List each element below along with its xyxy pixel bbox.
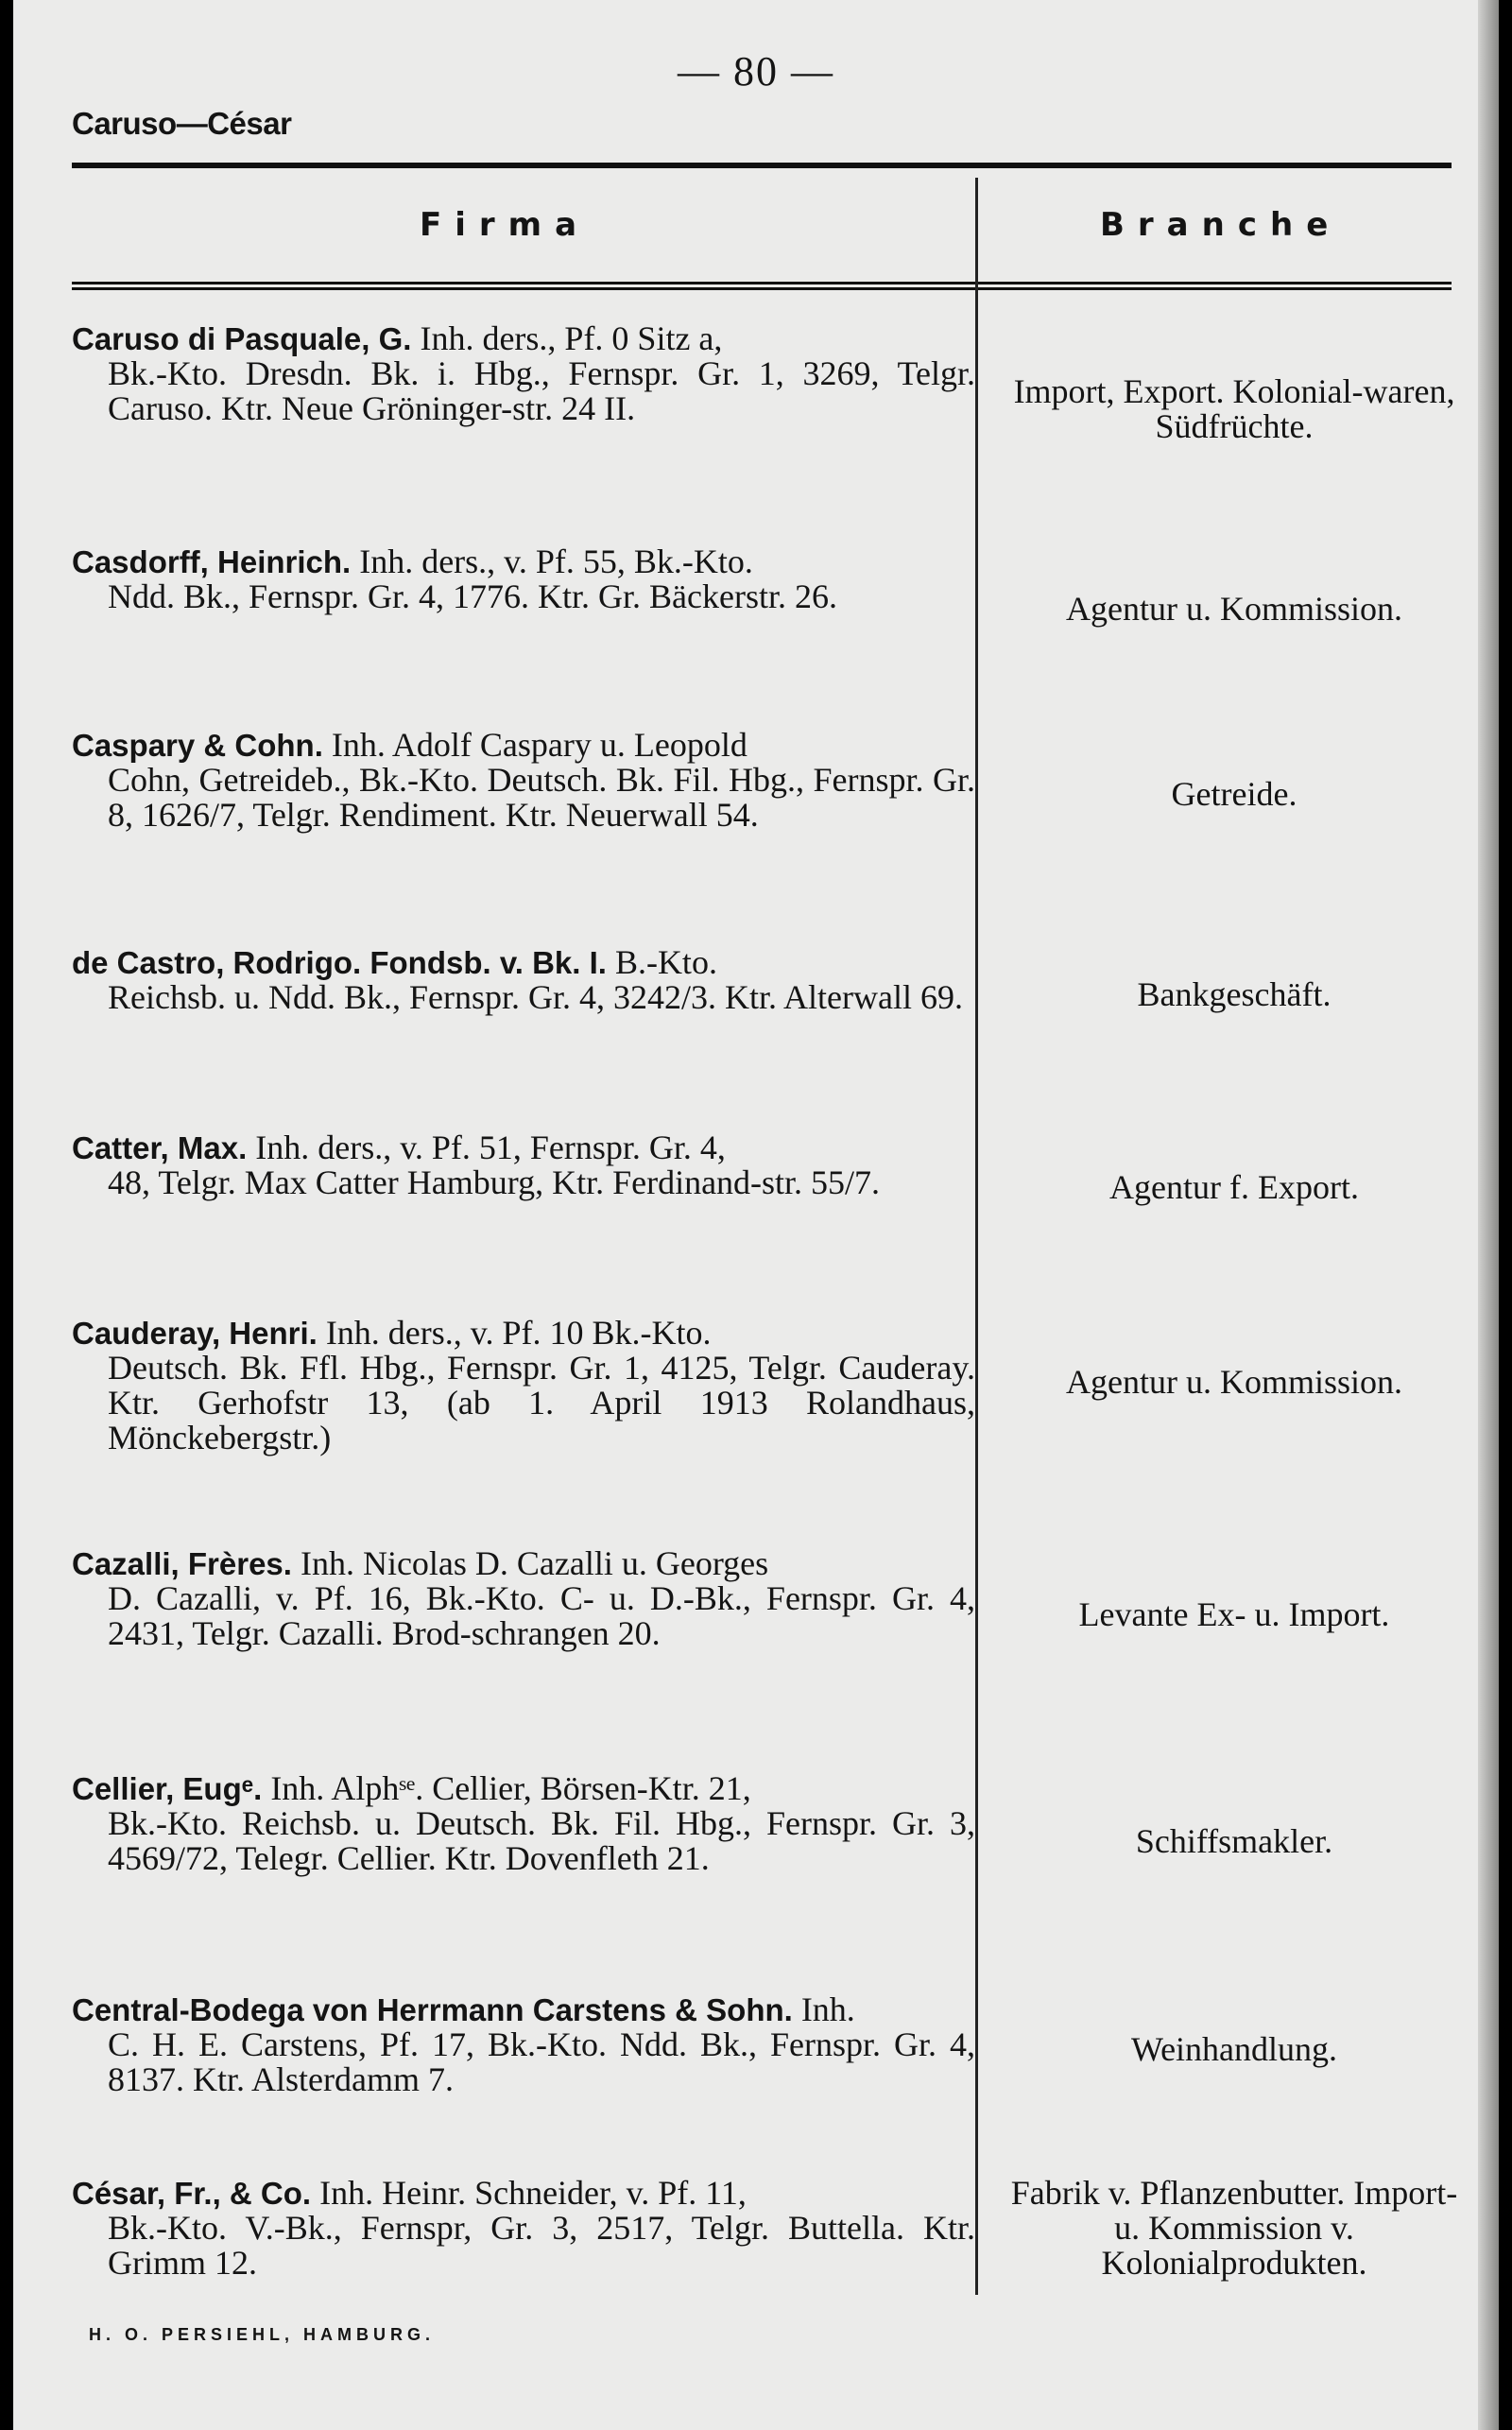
firm-entry [72,1316,975,1456]
branche-text: Weinhandlung. [1130,2030,1338,2068]
branche-text: Bankgeschäft. [1137,975,1332,1013]
firm-line: Inh. Heinr. Schneider, v. Pf. 11, [311,2174,747,2212]
firm-line: Inh. Nicolas D. Cazalli u. Georges [291,1544,769,1582]
column-divider [975,178,978,2295]
firm-details: Bk.-Kto. Reichsb. u. Deutsch. Bk. Fil. Hbg., Fernspr. Gr. 3, 4569/72, Telegr. Cellier. Ktr. Dovenfleth 21. [108,1804,975,1877]
firm-name: César, Fr., & Co. [72,2176,312,2211]
firm-entry [72,1992,975,2097]
firm-line: B.-Kto. [606,943,717,981]
branche-text: Getreide. [1171,775,1297,813]
firm-details: Deutsch. Bk. Ffl. Hbg., Fernspr. Gr. 1, 4125, Telgr. Cauderay. Ktr. Gerhofstr 13, (ab 1. April 1913 Rolandhaus, Mönckebergstr.) [108,1349,975,1456]
firm-entry [72,1130,975,1200]
header-rule [72,163,1452,168]
firm-line: Inh. Adolf Caspary u. Leopold [322,726,747,764]
double-rule [72,282,1452,290]
firm-details: C. H. E. Carstens, Pf. 17, Bk.-Kto. Ndd. Bk., Fernspr. Gr. 4, 8137. Ktr. Alsterdamm 7. [108,2025,975,2098]
column-header-branche: Branche [1100,206,1342,244]
firm-entry [72,2176,975,2281]
firm-name: Cazalli, Frères. [72,1546,292,1581]
firm-details: 48, Telgr. Max Catter Hamburg, Ktr. Ferdinand-str. 55/7. [108,1163,881,1201]
printer-imprint: H. O. PERSIEHL, HAMBURG. [89,2325,436,2344]
page-number: — 80 — [678,48,834,95]
firm-details: Bk.-Kto. Dresdn. Bk. i. Hbg., Fernspr. Gr. 1, 3269, Telgr. Caruso. Ktr. Neue Gröninger-str. 24 II. [108,354,975,427]
firm-name: Caruso di Pasquale, G. [72,321,412,356]
firm-details: Cohn, Getreideb., Bk.-Kto. Deutsch. Bk. Fil. Hbg., Fernspr. Gr. 8, 1626/7, Telgr. Rendiment. Ktr. Neuerwall 54. [108,761,975,834]
firm-name: de Castro, Rodrigo. Fondsb. v. Bk. I. [72,945,607,980]
page-edge [1478,0,1499,2430]
firm-line: Inh. ders., v. Pf. 55, Bk.-Kto. [351,543,753,580]
firm-line: Inh. ders., v. Pf. 10 Bk.-Kto. [317,1314,712,1352]
firm-details: Bk.-Kto. V.-Bk., Fernspr, Gr. 3, 2517, Telgr. Buttella. Ktr. Grimm 12. [108,2209,975,2282]
firm-name: Cellier, Eugᵉ. [72,1771,263,1806]
branche-text: Levante Ex- u. Import. [1078,1595,1390,1633]
firm-entry [72,945,975,1015]
firm-entry [72,1546,975,1651]
firm-name: Casdorff, Heinrich. [72,544,352,579]
page [13,0,1499,2430]
branche-text: Agentur f. Export. [1109,1168,1359,1206]
branche-text: Agentur u. Kommission. [1066,590,1402,628]
firm-name: Caspary & Cohn. [72,728,323,763]
branche-text: Fabrik v. Pflanzenbutter. Import- u. Kommission v. Kolonialprodukten. [1010,2174,1458,2282]
firm-details: D. Cazalli, v. Pf. 16, Bk.-Kto. C- u. D.-Bk., Fernspr. Gr. 4, 2431, Telgr. Cazalli. Brod-schrangen 20. [108,1579,975,1652]
firm-name: Cauderay, Henri. [72,1316,318,1351]
firm-line: Inh. ders., v. Pf. 51, Fernspr. Gr. 4, [247,1129,726,1166]
column-header-firma: Firma [420,206,591,244]
running-head: Caruso—César [72,106,292,141]
firm-name: Central-Bodega von Herrmann Carstens & Sohn. [72,1992,793,2027]
firm-line: Inh. Alphˢᵉ. Cellier, Börsen-Ktr. 21, [262,1769,751,1807]
branche-text: Import, Export. Kolonial-waren, Südfrüchte. [1013,372,1455,445]
firm-entry [72,728,975,833]
branche-text: Agentur u. Kommission. [1066,1363,1402,1401]
firm-entry [72,544,975,614]
firm-details: Reichsb. u. Ndd. Bk., Fernspr. Gr. 4, 3242/3. Ktr. Alterwall 69. [108,978,963,1016]
firm-line: Inh. [792,1991,855,2028]
firm-line: Inh. ders., Pf. 0 Sitz a, [411,319,723,357]
firm-entry [72,321,975,426]
firm-entry [72,1771,975,1876]
firm-name: Catter, Max. [72,1130,248,1165]
firm-details: Ndd. Bk., Fernspr. Gr. 4, 1776. Ktr. Gr. Bäckerstr. 26. [108,577,837,615]
branche-text: Schiffsmakler. [1135,1822,1333,1860]
